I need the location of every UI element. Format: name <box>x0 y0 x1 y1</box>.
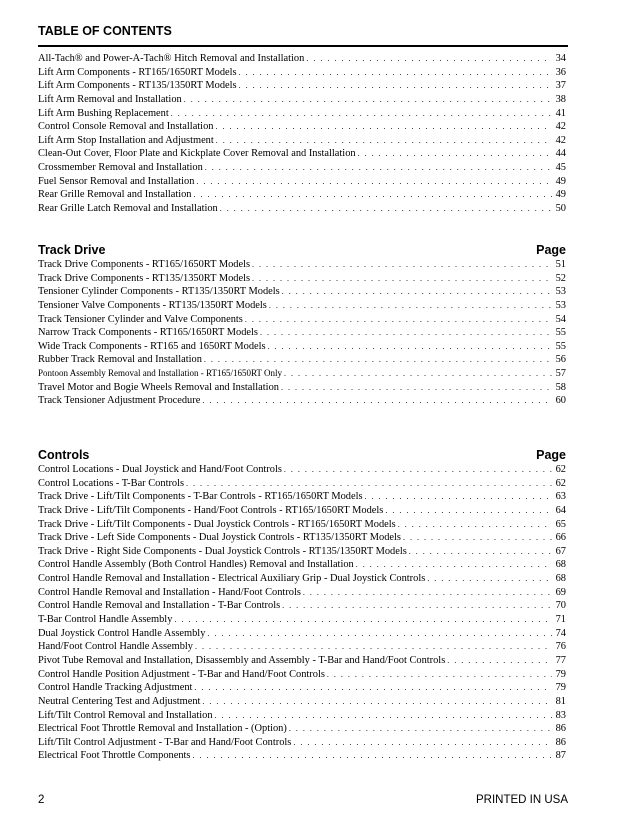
toc-entry-title: Rear Grille Removal and Installation <box>38 189 192 201</box>
toc-entry-page: 68 <box>555 559 566 571</box>
toc-entry-title: Electrical Foot Throttle Components <box>38 750 191 762</box>
toc-entry-page: 71 <box>555 614 566 626</box>
toc-entry[interactable] <box>38 353 566 367</box>
toc-entry-page: 76 <box>555 641 566 653</box>
section-heading-controls <box>38 448 566 462</box>
toc-entry[interactable] <box>38 531 566 545</box>
toc-entry-title: Electrical Foot Throttle Removal and Installation - (Option) <box>38 723 287 735</box>
dot-leader <box>215 709 552 723</box>
toc-entry-page: 68 <box>555 573 566 585</box>
toc-entry-title: Crossmember Removal and Installation <box>38 162 203 174</box>
dot-leader <box>268 340 552 354</box>
toc-entry-title: Control Handle Removal and Installation - Electrical Auxiliary Grip - Dual Joystick Controls <box>38 573 426 585</box>
dot-leader <box>194 681 552 695</box>
toc-entry-page: 57 <box>555 368 566 380</box>
dot-leader <box>281 381 552 395</box>
toc-entry-page: 62 <box>555 477 566 489</box>
toc-entry-page: 45 <box>555 162 566 174</box>
toc-entry-title: Track Drive - Left Side Components - Dual Joystick Controls - RT135/1350RT Models <box>38 532 401 544</box>
toc-entry-page: 87 <box>555 750 566 762</box>
toc-entry[interactable] <box>38 258 566 272</box>
toc-entry[interactable] <box>38 340 566 354</box>
dot-leader <box>195 640 552 654</box>
dot-leader <box>306 52 552 66</box>
toc-entry[interactable] <box>38 668 566 682</box>
toc-entry[interactable] <box>38 394 566 408</box>
toc-entry-page: 86 <box>555 736 566 748</box>
dot-leader <box>192 749 552 763</box>
toc-entry-page: 69 <box>555 586 566 598</box>
toc-entry-title: Track Tensioner Adjustment Procedure <box>38 395 201 407</box>
toc-entry-page: 74 <box>555 627 566 639</box>
toc-entry-title: Dual Joystick Control Handle Assembly <box>38 627 206 639</box>
dot-leader <box>202 695 552 709</box>
toc-entry-page: 56 <box>555 354 566 366</box>
toc-entry-page: 64 <box>555 504 566 516</box>
toc-entry-title: Track Drive Components - RT135/1350RT Models <box>38 272 251 284</box>
toc-entry-page: 55 <box>555 327 566 339</box>
toc-entry-page: 54 <box>555 313 566 325</box>
toc-entry[interactable] <box>38 161 566 175</box>
dot-leader <box>447 654 552 668</box>
dot-leader <box>385 504 552 518</box>
toc-entry[interactable] <box>38 545 566 559</box>
toc-entry-title: Control Handle Position Adjustment - T-Bar and Hand/Foot Controls <box>38 668 325 680</box>
toc-entry[interactable] <box>38 326 566 340</box>
toc-entry[interactable] <box>38 586 566 600</box>
toc-entry-page: 55 <box>555 340 566 352</box>
dot-leader <box>427 572 552 586</box>
toc-entry-page: 66 <box>555 532 566 544</box>
dot-leader <box>365 490 552 504</box>
header-rule <box>38 45 568 47</box>
toc-entry-page: 42 <box>555 121 566 133</box>
toc-entry[interactable] <box>38 613 566 627</box>
toc-entry-page: 53 <box>555 286 566 298</box>
dot-leader <box>204 353 552 367</box>
toc-entry-page: 38 <box>555 93 566 105</box>
dot-leader <box>260 326 552 340</box>
toc-entry[interactable] <box>38 93 566 107</box>
toc-entry[interactable] <box>38 120 566 134</box>
dot-leader <box>284 367 552 381</box>
toc-section-track-drive <box>38 258 566 408</box>
toc-entry[interactable] <box>38 79 566 93</box>
dot-leader <box>239 66 552 80</box>
toc-entry[interactable] <box>38 654 566 668</box>
toc-entry[interactable] <box>38 381 566 395</box>
dot-leader <box>245 313 552 327</box>
toc-entry-title: Lift Arm Components - RT165/1650RT Models <box>38 66 237 78</box>
toc-entry-page: 53 <box>555 299 566 311</box>
page-column-label: Page <box>536 243 566 257</box>
toc-entry-title: Lift Arm Bushing Replacement <box>38 107 169 119</box>
toc-entry-title: Tensioner Cylinder Components - RT135/1350RT Models <box>38 286 280 298</box>
toc-entry-page: 41 <box>555 107 566 119</box>
dot-leader <box>289 722 552 736</box>
toc-entry[interactable] <box>38 188 566 202</box>
toc-entry-title: Lift/Tilt Control Removal and Installation <box>38 709 213 721</box>
toc-entry[interactable] <box>38 367 566 381</box>
toc-entry[interactable] <box>38 313 566 327</box>
dot-leader <box>282 599 552 613</box>
dot-leader <box>220 202 552 216</box>
toc-entry-title: Track Drive - Lift/Tilt Components - T-Bar Controls - RT165/1650RT Models <box>38 491 363 503</box>
toc-entry[interactable] <box>38 52 566 66</box>
toc-entry-title: Track Tensioner Cylinder and Valve Components <box>38 313 243 325</box>
dot-leader <box>358 147 552 161</box>
toc-entry[interactable] <box>38 285 566 299</box>
toc-entry-page: 37 <box>555 80 566 92</box>
page-column-label: Page <box>536 448 566 462</box>
dot-leader <box>196 175 552 189</box>
toc-entry[interactable] <box>38 490 566 504</box>
toc-entry[interactable] <box>38 558 566 572</box>
toc-entry-title: Control Locations - T-Bar Controls <box>38 477 185 489</box>
toc-entry-page: 36 <box>555 66 566 78</box>
printed-in: PRINTED IN USA <box>475 794 568 806</box>
toc-entry-title: Travel Motor and Bogie Wheels Removal and Installation <box>38 381 279 393</box>
toc-entry-title: Pontoon Assembly Removal and Installation - RT165/1650RT Only <box>38 368 282 379</box>
toc-entry-title: Control Console Removal and Installation <box>38 121 214 133</box>
toc-entry-page: 60 <box>555 395 566 407</box>
toc-entry-title: Lift Arm Stop Installation and Adjustment <box>38 134 214 146</box>
toc-entry[interactable] <box>38 477 566 491</box>
dot-leader <box>174 613 552 627</box>
toc-entry[interactable] <box>38 175 566 189</box>
dot-leader <box>239 79 552 93</box>
toc-section-attachments <box>38 52 566 216</box>
dot-leader <box>171 107 552 121</box>
dot-leader <box>269 299 552 313</box>
toc-entry[interactable] <box>38 599 566 613</box>
toc-entry[interactable] <box>38 66 566 80</box>
section-heading-track-drive <box>38 243 566 257</box>
toc-entry-title: Rubber Track Removal and Installation <box>38 354 202 366</box>
dot-leader <box>216 134 552 148</box>
toc-entry-title: Lift Arm Components - RT135/1350RT Models <box>38 80 237 92</box>
dot-leader <box>409 545 552 559</box>
toc-entry-title: Lift Arm Removal and Installation <box>38 93 182 105</box>
toc-entry[interactable] <box>38 107 566 121</box>
toc-entry[interactable] <box>38 272 566 286</box>
dot-leader <box>282 285 552 299</box>
page-number: 2 <box>38 794 45 806</box>
toc-entry-page: 77 <box>555 654 566 666</box>
toc-entry-page: 49 <box>555 175 566 187</box>
toc-entry-page: 51 <box>555 259 566 270</box>
toc-entry-page: 52 <box>555 272 566 284</box>
toc-entry-title: Hand/Foot Control Handle Assembly <box>38 641 193 653</box>
toc-entry-page: 86 <box>555 723 566 735</box>
toc-entry-title: T-Bar Control Handle Assembly <box>38 614 173 626</box>
toc-entry[interactable] <box>38 695 566 709</box>
dot-leader <box>194 188 552 202</box>
toc-entry-page: 65 <box>555 518 566 530</box>
toc-entry-page: 83 <box>555 709 566 721</box>
toc-entry[interactable] <box>38 572 566 586</box>
toc-entry-title: Track Drive - Lift/Tilt Components - Dual Joystick Controls - RT165/1650RT Models <box>38 518 396 530</box>
toc-entry[interactable] <box>38 202 566 216</box>
toc-entry-title: Control Handle Assembly (Both Control Handles) Removal and Installation <box>38 559 354 571</box>
toc-entry-title: Pivot Tube Removal and Installation, Disassembly and Assembly - T-Bar and Hand/Foot Controls <box>38 654 446 666</box>
toc-entry-page: 49 <box>555 189 566 201</box>
toc-entry-title: Control Handle Tracking Adjustment <box>38 682 193 694</box>
toc-entry[interactable] <box>38 722 566 736</box>
dot-leader <box>207 627 552 641</box>
toc-entry-title: Control Locations - Dual Joystick and Hand/Foot Controls <box>38 464 282 475</box>
toc-entry-title: All-Tach® and Power-A-Tach® Hitch Removal and Installation <box>38 53 305 64</box>
toc-entry[interactable] <box>38 134 566 148</box>
toc-entry-title: Control Handle Removal and Installation - T-Bar Controls <box>38 600 281 612</box>
toc-section-controls <box>38 463 566 763</box>
toc-entry[interactable] <box>38 749 566 763</box>
dot-leader <box>252 272 552 286</box>
toc-entry-title: Neutral Centering Test and Adjustment <box>38 695 201 707</box>
toc-entry[interactable] <box>38 681 566 695</box>
section-title: Controls <box>38 448 90 462</box>
toc-entry-page: 44 <box>555 148 566 160</box>
toc-entry-title: Fuel Sensor Removal and Installation <box>38 175 195 187</box>
dot-leader <box>252 258 552 272</box>
toc-entry[interactable] <box>38 736 566 750</box>
toc-entry[interactable] <box>38 627 566 641</box>
toc-entry-page: 79 <box>555 682 566 694</box>
page-title: TABLE OF CONTENTS <box>38 24 172 38</box>
dot-leader <box>403 531 552 545</box>
dot-leader <box>327 668 552 682</box>
toc-entry[interactable] <box>38 518 566 532</box>
toc-entry-title: Tensioner Valve Components - RT135/1350RT Models <box>38 299 267 311</box>
toc-entry-page: 67 <box>555 545 566 557</box>
page-footer <box>38 794 568 806</box>
section-title: Track Drive <box>38 243 106 257</box>
toc-entry-title: Wide Track Components - RT165 and 1650RT Models <box>38 340 266 352</box>
toc-entry-page: 63 <box>555 491 566 503</box>
toc-entry-title: Track Drive - Lift/Tilt Components - Hand/Foot Controls - RT165/1650RT Models <box>38 504 384 516</box>
toc-entry-title: Rear Grille Latch Removal and Installation <box>38 203 218 215</box>
toc-entry-title: Narrow Track Components - RT165/1650RT Models <box>38 327 258 339</box>
toc-entry[interactable] <box>38 463 566 477</box>
dot-leader <box>356 558 552 572</box>
toc-entry-page: 62 <box>555 464 566 475</box>
toc-entry[interactable] <box>38 709 566 723</box>
toc-entry-title: Clean-Out Cover, Floor Plate and Kickplate Cover Removal and Installation <box>38 148 356 160</box>
dot-leader <box>293 736 552 750</box>
dot-leader <box>398 518 552 532</box>
toc-entry-title: Lift/Tilt Control Adjustment - T-Bar and Hand/Foot Controls <box>38 736 292 748</box>
dot-leader <box>184 93 552 107</box>
toc-entry-page: 50 <box>555 203 566 215</box>
toc-entry-title: Control Handle Removal and Installation - Hand/Foot Controls <box>38 586 301 598</box>
dot-leader <box>303 586 552 600</box>
toc-entry[interactable] <box>38 504 566 518</box>
toc-entry-page: 81 <box>555 695 566 707</box>
dot-leader <box>202 394 552 408</box>
dot-leader <box>215 120 552 134</box>
dot-leader <box>205 161 552 175</box>
toc-entry-title: Track Drive - Right Side Components - Dual Joystick Controls - RT135/1350RT Models <box>38 545 407 557</box>
toc-entry-page: 79 <box>555 668 566 680</box>
toc-entry-page: 42 <box>555 134 566 146</box>
toc-entry-page: 58 <box>555 381 566 393</box>
toc-entry[interactable] <box>38 147 566 161</box>
toc-entry[interactable] <box>38 299 566 313</box>
toc-entry-page: 34 <box>555 53 566 64</box>
dot-leader <box>186 477 552 491</box>
toc-entry-title: Track Drive Components - RT165/1650RT Models <box>38 259 251 270</box>
toc-entry-page: 70 <box>555 600 566 612</box>
dot-leader <box>284 463 552 477</box>
toc-entry[interactable] <box>38 640 566 654</box>
